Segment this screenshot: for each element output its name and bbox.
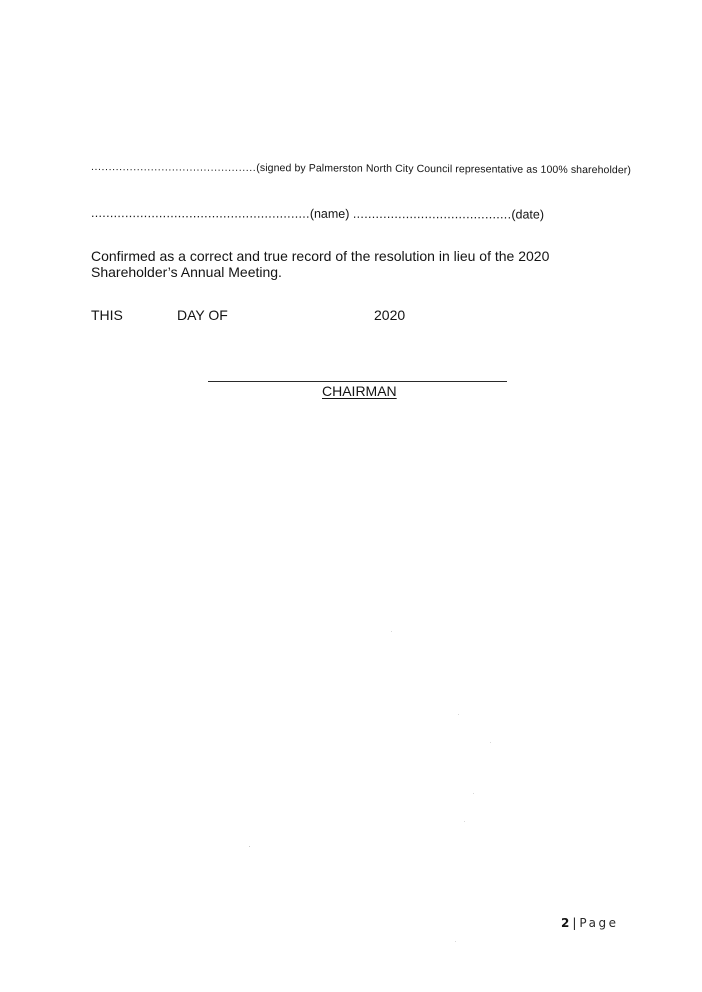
confirmation-paragraph: Confirmed as a correct and true record of the resolution in lieu of the 2020 Shareholder’s Annual Meeting. [91, 248, 550, 280]
signature-caption: (signed by Palmerston North City Council representative as 100% shareholder) [256, 162, 632, 177]
name-dots: .......................................................... [90, 206, 310, 221]
date-label: (date) [511, 207, 545, 222]
date-dots: .......................................... [352, 206, 512, 222]
chairman-label: CHAIRMAN [322, 383, 397, 399]
this-label: THIS [91, 307, 123, 323]
page-word: Page [579, 916, 619, 930]
page-footer [561, 916, 618, 930]
scan-speck [249, 846, 250, 847]
year-label: 2020 [374, 307, 406, 323]
scan-speck [455, 941, 456, 942]
page-number: 2 [561, 916, 570, 930]
signature-line [91, 161, 631, 176]
scan-speck [490, 742, 491, 743]
day-of-label: DAY OF [177, 307, 228, 323]
chairman-signature-rule [208, 381, 507, 382]
scan-speck [458, 714, 459, 715]
name-date-line [91, 206, 544, 222]
scan-speck [391, 631, 392, 632]
scan-speck [464, 821, 465, 822]
name-label: (name) [309, 206, 350, 221]
signature-dots: ............................................... [90, 161, 257, 175]
scan-speck [473, 793, 474, 794]
footer-separator: | [572, 916, 577, 930]
